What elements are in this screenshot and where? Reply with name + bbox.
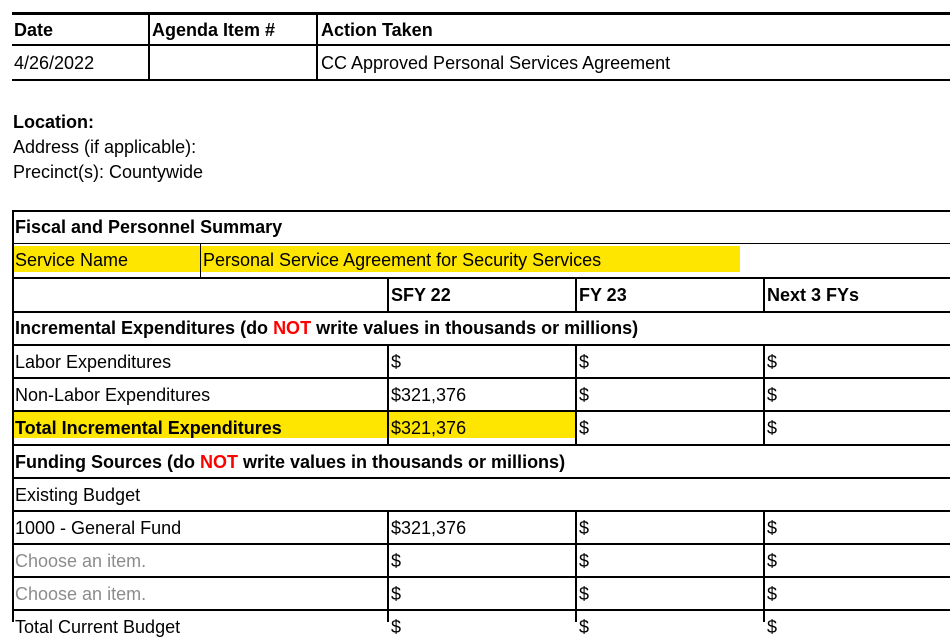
- heading-emphasis: NOT: [200, 452, 238, 472]
- fiscal-summary-title: Fiscal and Personnel Summary: [15, 217, 283, 237]
- funding-sources-heading: [15, 451, 565, 473]
- cell-sfy22[interactable]: $321,376: [391, 385, 467, 405]
- date-value[interactable]: 4/26/2022: [14, 53, 95, 73]
- cell-next-3-fys[interactable]: $: [767, 617, 778, 637]
- row-divider: [12, 609, 950, 611]
- cell-sfy22[interactable]: $: [391, 352, 402, 372]
- heading-emphasis: NOT: [273, 318, 312, 338]
- row-divider: [12, 543, 950, 545]
- row-divider: [12, 444, 950, 446]
- row-divider: [12, 576, 950, 578]
- column-divider: [200, 244, 201, 278]
- precinct-line: Precinct(s): Countywide: [13, 162, 204, 182]
- existing-budget-label: Existing Budget: [15, 485, 141, 505]
- row-divider: [12, 277, 950, 279]
- header-action-taken: Action Taken: [321, 20, 433, 40]
- service-name-label: Service Name: [15, 250, 129, 270]
- cell-sfy22[interactable]: $321,376: [391, 518, 467, 538]
- row-label: Total Current Budget: [15, 617, 181, 637]
- cell-next-3-fys[interactable]: $: [767, 518, 778, 538]
- cell-fy23[interactable]: $: [579, 551, 590, 571]
- cell-next-3-fys[interactable]: $: [767, 352, 778, 372]
- fund-select[interactable]: Choose an item.: [15, 584, 147, 604]
- column-divider: [575, 345, 577, 445]
- column-divider: [763, 345, 765, 445]
- row-divider: [12, 510, 950, 512]
- cell-sfy22[interactable]: $: [391, 551, 402, 571]
- cell-fy23[interactable]: $: [579, 518, 590, 538]
- row-divider: [12, 477, 950, 479]
- column-divider: [763, 511, 765, 622]
- row-label: Non-Labor Expenditures: [15, 385, 211, 405]
- row-divider: [12, 344, 950, 346]
- service-name-value[interactable]: Personal Service Agreement for Security Services: [203, 250, 602, 270]
- header-date: Date: [14, 20, 54, 40]
- column-divider: [763, 278, 765, 312]
- column-header-next-3-fys: Next 3 FYs: [767, 285, 860, 305]
- fund-select[interactable]: Choose an item.: [15, 551, 147, 571]
- heading-text: Incremental Expenditures (do: [15, 318, 274, 338]
- header-agenda-item: Agenda Item #: [152, 20, 276, 40]
- column-divider: [148, 14, 150, 80]
- column-divider: [575, 511, 577, 622]
- table-border: [12, 210, 950, 212]
- incremental-expenditures-heading: [15, 317, 638, 339]
- cell-fy23[interactable]: $: [579, 352, 590, 372]
- table-border: [12, 12, 950, 15]
- fund-select[interactable]: 1000 - General Fund: [15, 518, 182, 538]
- address-line: Address (if applicable):: [13, 137, 197, 157]
- table-border: [12, 44, 950, 46]
- row-divider: [12, 410, 950, 412]
- column-header-fy23: FY 23: [579, 285, 627, 305]
- cell-sfy22[interactable]: $: [391, 584, 402, 604]
- row-divider: [12, 311, 950, 313]
- cell-next-3-fys[interactable]: $: [767, 385, 778, 405]
- action-taken-value[interactable]: CC Approved Personal Services Agreement: [321, 53, 671, 73]
- heading-text: Funding Sources (do: [15, 452, 200, 472]
- column-divider: [387, 345, 389, 445]
- row-divider: [12, 377, 950, 379]
- row-divider: [12, 243, 950, 244]
- heading-text: write values in thousands or millions): [311, 318, 639, 338]
- column-divider: [387, 511, 389, 622]
- heading-text: write values in thousands or millions): [238, 452, 566, 472]
- column-divider: [575, 278, 577, 312]
- row-label: Labor Expenditures: [15, 352, 172, 372]
- table-border: [12, 79, 950, 81]
- total-expenditures-label: Total Incremental Expenditures: [15, 418, 282, 438]
- cell-sfy22[interactable]: $321,376: [391, 418, 467, 438]
- cell-fy23[interactable]: $: [579, 418, 590, 438]
- table-border: [12, 211, 14, 622]
- cell-fy23[interactable]: $: [579, 617, 590, 637]
- cell-next-3-fys[interactable]: $: [767, 584, 778, 604]
- cell-next-3-fys[interactable]: $: [767, 418, 778, 438]
- column-header-sfy22: SFY 22: [391, 285, 451, 305]
- cell-sfy22[interactable]: $: [391, 617, 402, 637]
- column-divider: [316, 14, 318, 80]
- cell-next-3-fys[interactable]: $: [767, 551, 778, 571]
- cell-fy23[interactable]: $: [579, 385, 590, 405]
- cell-fy23[interactable]: $: [579, 584, 590, 604]
- location-heading: Location:: [13, 112, 94, 132]
- column-divider: [387, 278, 389, 312]
